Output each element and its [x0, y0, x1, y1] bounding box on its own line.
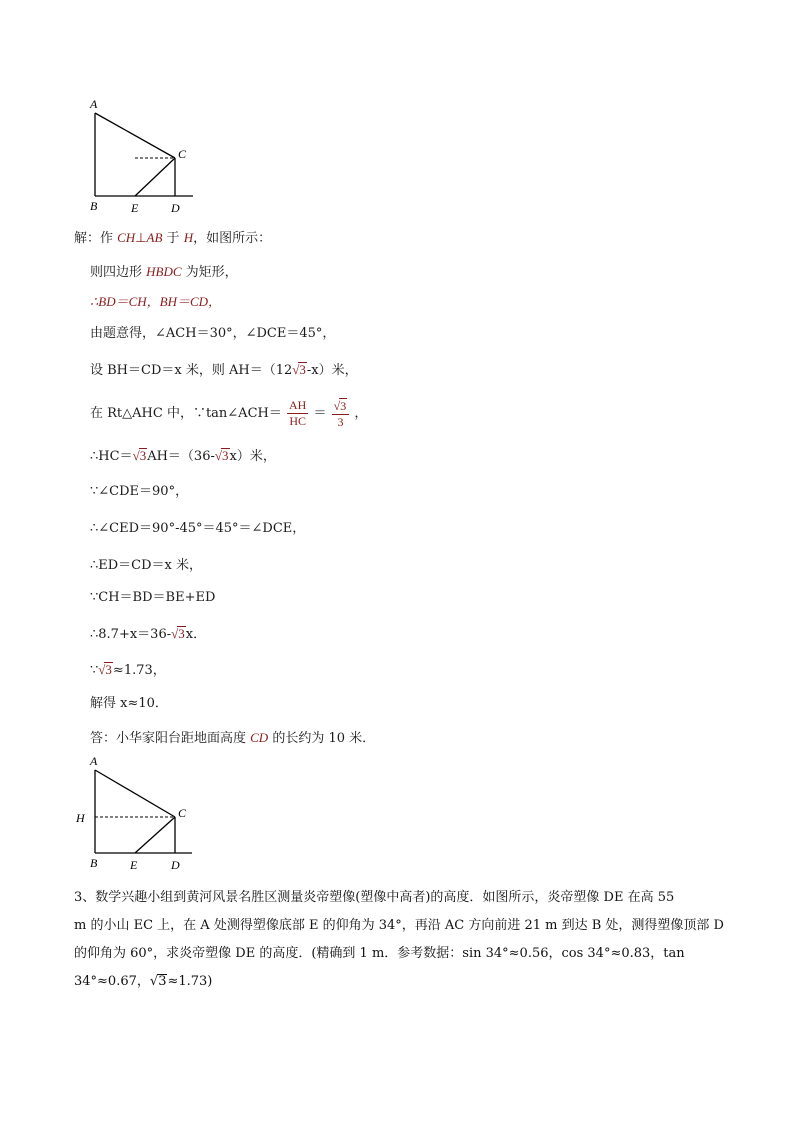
sqrt: 3 [105, 662, 112, 677]
segment-ec [135, 158, 175, 196]
text: 于 [162, 231, 184, 246]
problem-line-2: m 的小山 EC 上，在 A 处测得塑像底部 E 的仰角为 34°，再沿 AC 方向前进 21 m 到达 B 处，测得塑像顶部 D [74, 918, 724, 933]
math: ⊥ [135, 230, 147, 245]
sqrt: 3 [222, 448, 229, 463]
text: x）米， [229, 449, 276, 464]
text: ≈1.73) [167, 974, 213, 989]
text: 为矩形， [181, 265, 238, 280]
sqrt: 3 [139, 448, 147, 463]
text: 答：小华家阳台距地面高度 [90, 731, 251, 746]
solution-line-7: ∴HC＝√3AH＝（36-√3x）米， [90, 448, 276, 464]
equals: ＝ [313, 406, 327, 421]
solution-line-1 [74, 228, 271, 249]
label-b: B [90, 856, 98, 870]
text: ∴HC＝ [90, 449, 133, 464]
segment-ec [135, 817, 175, 853]
text: -x）米， [306, 363, 358, 378]
solution-line-3: ∴BD＝CH，BH＝CD， [90, 294, 222, 309]
math: AB [146, 230, 163, 245]
solution-line-4: 由题意得，∠ACH＝30°，∠DCE＝45°， [90, 326, 336, 341]
text: ∴8.7+x＝36- [90, 627, 172, 642]
label-d: D [171, 201, 180, 215]
text: ，如图所示： [193, 231, 272, 246]
label-h: H [76, 811, 85, 825]
math: HBDC [146, 264, 182, 279]
problem-line-1: 3、数学兴趣小组到黄河风景名胜区测量炎帝塑像(塑像中高者)的高度．如图所示，炎帝塑像 DE 在高 55 [74, 890, 675, 905]
solution-line-14: 解得 x≈10． [90, 696, 168, 711]
math: CH [117, 230, 136, 245]
text: x． [185, 627, 207, 642]
numerator: √3 [332, 398, 350, 415]
math: CD [250, 730, 269, 745]
label-e: E [131, 201, 139, 215]
solution-line-9: ∴∠CED＝90°-45°＝45°＝∠DCE， [90, 521, 306, 536]
label-d: D [171, 858, 180, 872]
text: 在 Rt△AHC 中，∵tan∠ACH＝ [90, 406, 282, 421]
denominator: 3 [337, 414, 344, 429]
solution-line-13: ∵√3≈1.73， [90, 662, 166, 678]
figure-1 [80, 95, 210, 220]
figure-2 [68, 752, 208, 877]
segment-ac [95, 770, 175, 817]
text: 的长约为 10 米． [268, 731, 376, 746]
segment-ac [95, 113, 175, 158]
problem-line-4: 34°≈0.67，√3≈1.73) [74, 974, 213, 989]
numerator: AH [289, 398, 307, 412]
text: ， [354, 406, 368, 421]
text: 则四边形 [90, 265, 147, 280]
denominator: HC [289, 414, 306, 428]
label-b: B [90, 199, 98, 213]
text: 设 BH＝CD＝x 米，则 AH＝（12 [90, 363, 293, 378]
text: ∵ [90, 663, 99, 678]
label-e: E [130, 858, 138, 872]
sqrt: 3 [158, 974, 167, 989]
label-a: A [90, 754, 98, 768]
label-c: C [178, 806, 187, 820]
solution-line-15 [90, 728, 375, 749]
solution-line-11: ∵CH＝BD＝BE+ED [90, 590, 216, 605]
fraction-root3-3 [332, 398, 350, 430]
fraction-ah-hc [287, 398, 308, 429]
label-c: C [178, 147, 187, 161]
text: AH＝（36- [147, 449, 215, 464]
solution-line-5: 设 BH＝CD＝x 米，则 AH＝（12√3-x）米， [90, 362, 358, 378]
solution-line-8: ∵∠CDE＝90°， [90, 484, 189, 499]
sqrt: 3 [178, 626, 185, 641]
text: ≈1.73， [112, 663, 166, 678]
solution-line-12: ∴8.7+x＝36-√3x． [90, 626, 207, 642]
sqrt: 3 [299, 362, 306, 377]
solution-line-10: ∴ED＝CD＝x 米， [90, 558, 203, 573]
problem-3 [74, 884, 724, 996]
text: 解：作 [74, 231, 118, 246]
label-a: A [90, 97, 98, 111]
math: H [183, 230, 194, 245]
solution-line-2 [90, 262, 238, 283]
text: 34°≈0.67， [74, 974, 150, 989]
problem-line-3: 的仰角为 60°，求炎帝塑像 DE 的高度．(精确到 1 m．参考数据：sin 34°≈0.56，cos 34°≈0.83，tan [74, 946, 685, 961]
sqrt: 3 [340, 398, 347, 413]
solution-line-6 [90, 396, 367, 432]
